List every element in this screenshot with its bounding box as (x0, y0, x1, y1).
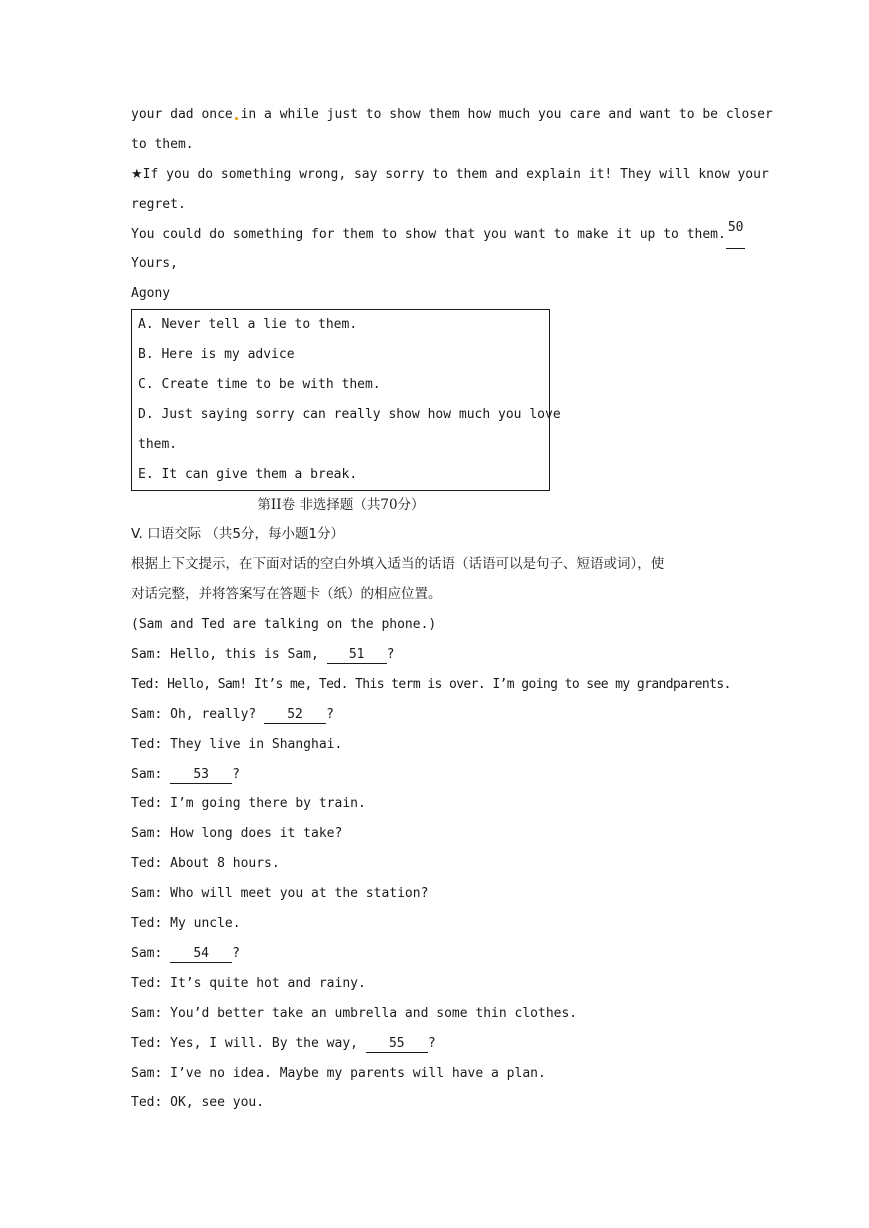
option-item: them. (138, 436, 178, 452)
dialogue-line: Ted: OK, see you. (131, 1095, 265, 1111)
option-item: A. Never tell a lie to them. (138, 317, 358, 333)
part-title: 第II卷 非选择题（共70分） (257, 496, 425, 513)
dialogue-line: Ted: About 8 hours. (131, 856, 280, 872)
dialogue-text: Sam: (131, 945, 171, 961)
passage-line: regret. (131, 196, 186, 212)
passage-line (131, 219, 744, 250)
passage-text: You could do something for them to show that you want to make it up to them. (131, 226, 726, 242)
dialogue-text: ? (232, 945, 240, 961)
option-item: C. Create time to be with them. (138, 377, 381, 393)
answer-blank-50: 50 (726, 220, 746, 250)
dialogue-text: Sam: (131, 766, 171, 782)
dialogue-line (131, 939, 737, 969)
dialogue-line: Ted: They live in Shanghai. (131, 736, 343, 752)
dialogue-text: Ted: Yes, I will. By the way, (131, 1035, 366, 1051)
section-heading: V. 口语交际 （共5分，每小题1分） (131, 526, 345, 543)
dialogue-line: Ted: I’m going there by train. (131, 796, 366, 812)
dialogue-text: ? (232, 766, 240, 782)
instruction-line: 对话完整，并将答案写在答题卡（纸）的相应位置。 (131, 586, 442, 603)
dialogue-line: Ted: My uncle. (131, 916, 241, 932)
dialogue-text: ? (326, 706, 334, 722)
option-item: D. Just saying sorry can really show how much you love (138, 406, 561, 422)
dialogue-line: Sam: I’ve no idea. Maybe my parents will have a plan. (131, 1065, 546, 1081)
dialogue-text: ? (386, 647, 395, 663)
answer-blank-53: 53 (170, 767, 232, 784)
dialogue-context: (Sam and Ted are talking on the phone.) (131, 617, 437, 633)
passage-text: If you do something wrong, say sorry to them and explain it! They will know your (142, 166, 769, 182)
dialogue-line: Sam: You’d better take an umbrella and some thin clothes. (131, 1005, 578, 1021)
dialogue-line (131, 700, 737, 730)
option-item: B. Here is my advice (138, 347, 295, 363)
passage-line: your dad once in a while just to show them how much you care and want to be closer (131, 107, 773, 122)
dialogue-line (131, 1029, 737, 1059)
answer-blank-55: 55 (366, 1036, 428, 1053)
dialogue-line: Ted: Hello, Sam! It’s me, Ted. This term is over. I’m going to see my grandparents. (131, 676, 731, 692)
dialogue-text: Sam: Hello, this is Sam, (131, 647, 327, 663)
dialogue-line: Ted: It’s quite hot and rainy. (131, 975, 366, 991)
instruction-line: 根据上下文提示，在下面对话的空白外填入适当的话语（话语可以是句子、短语或词），使 (131, 556, 665, 573)
dialogue-line (131, 760, 737, 790)
letter-signature: Agony (131, 286, 171, 302)
options-box (131, 309, 561, 490)
answer-blank-51: 51 (327, 647, 387, 664)
answer-blank-54: 54 (170, 946, 232, 963)
letter-closing: Yours, (131, 256, 178, 272)
passage-line (131, 160, 769, 190)
star-icon: ★ (131, 166, 143, 182)
answer-blank-52: 52 (264, 707, 326, 724)
page-content (131, 100, 773, 1118)
passage-line: to them. (131, 136, 194, 152)
option-item: E. It can give them a break. (138, 466, 358, 482)
dialogue-line (131, 640, 737, 670)
dialogue-line: Sam: How long does it take? (131, 826, 343, 842)
dialogue-text: ? (427, 1035, 436, 1051)
dialogue-text: Sam: Oh, really? (131, 706, 265, 722)
dialogue-line: Sam: Who will meet you at the station? (131, 886, 429, 902)
